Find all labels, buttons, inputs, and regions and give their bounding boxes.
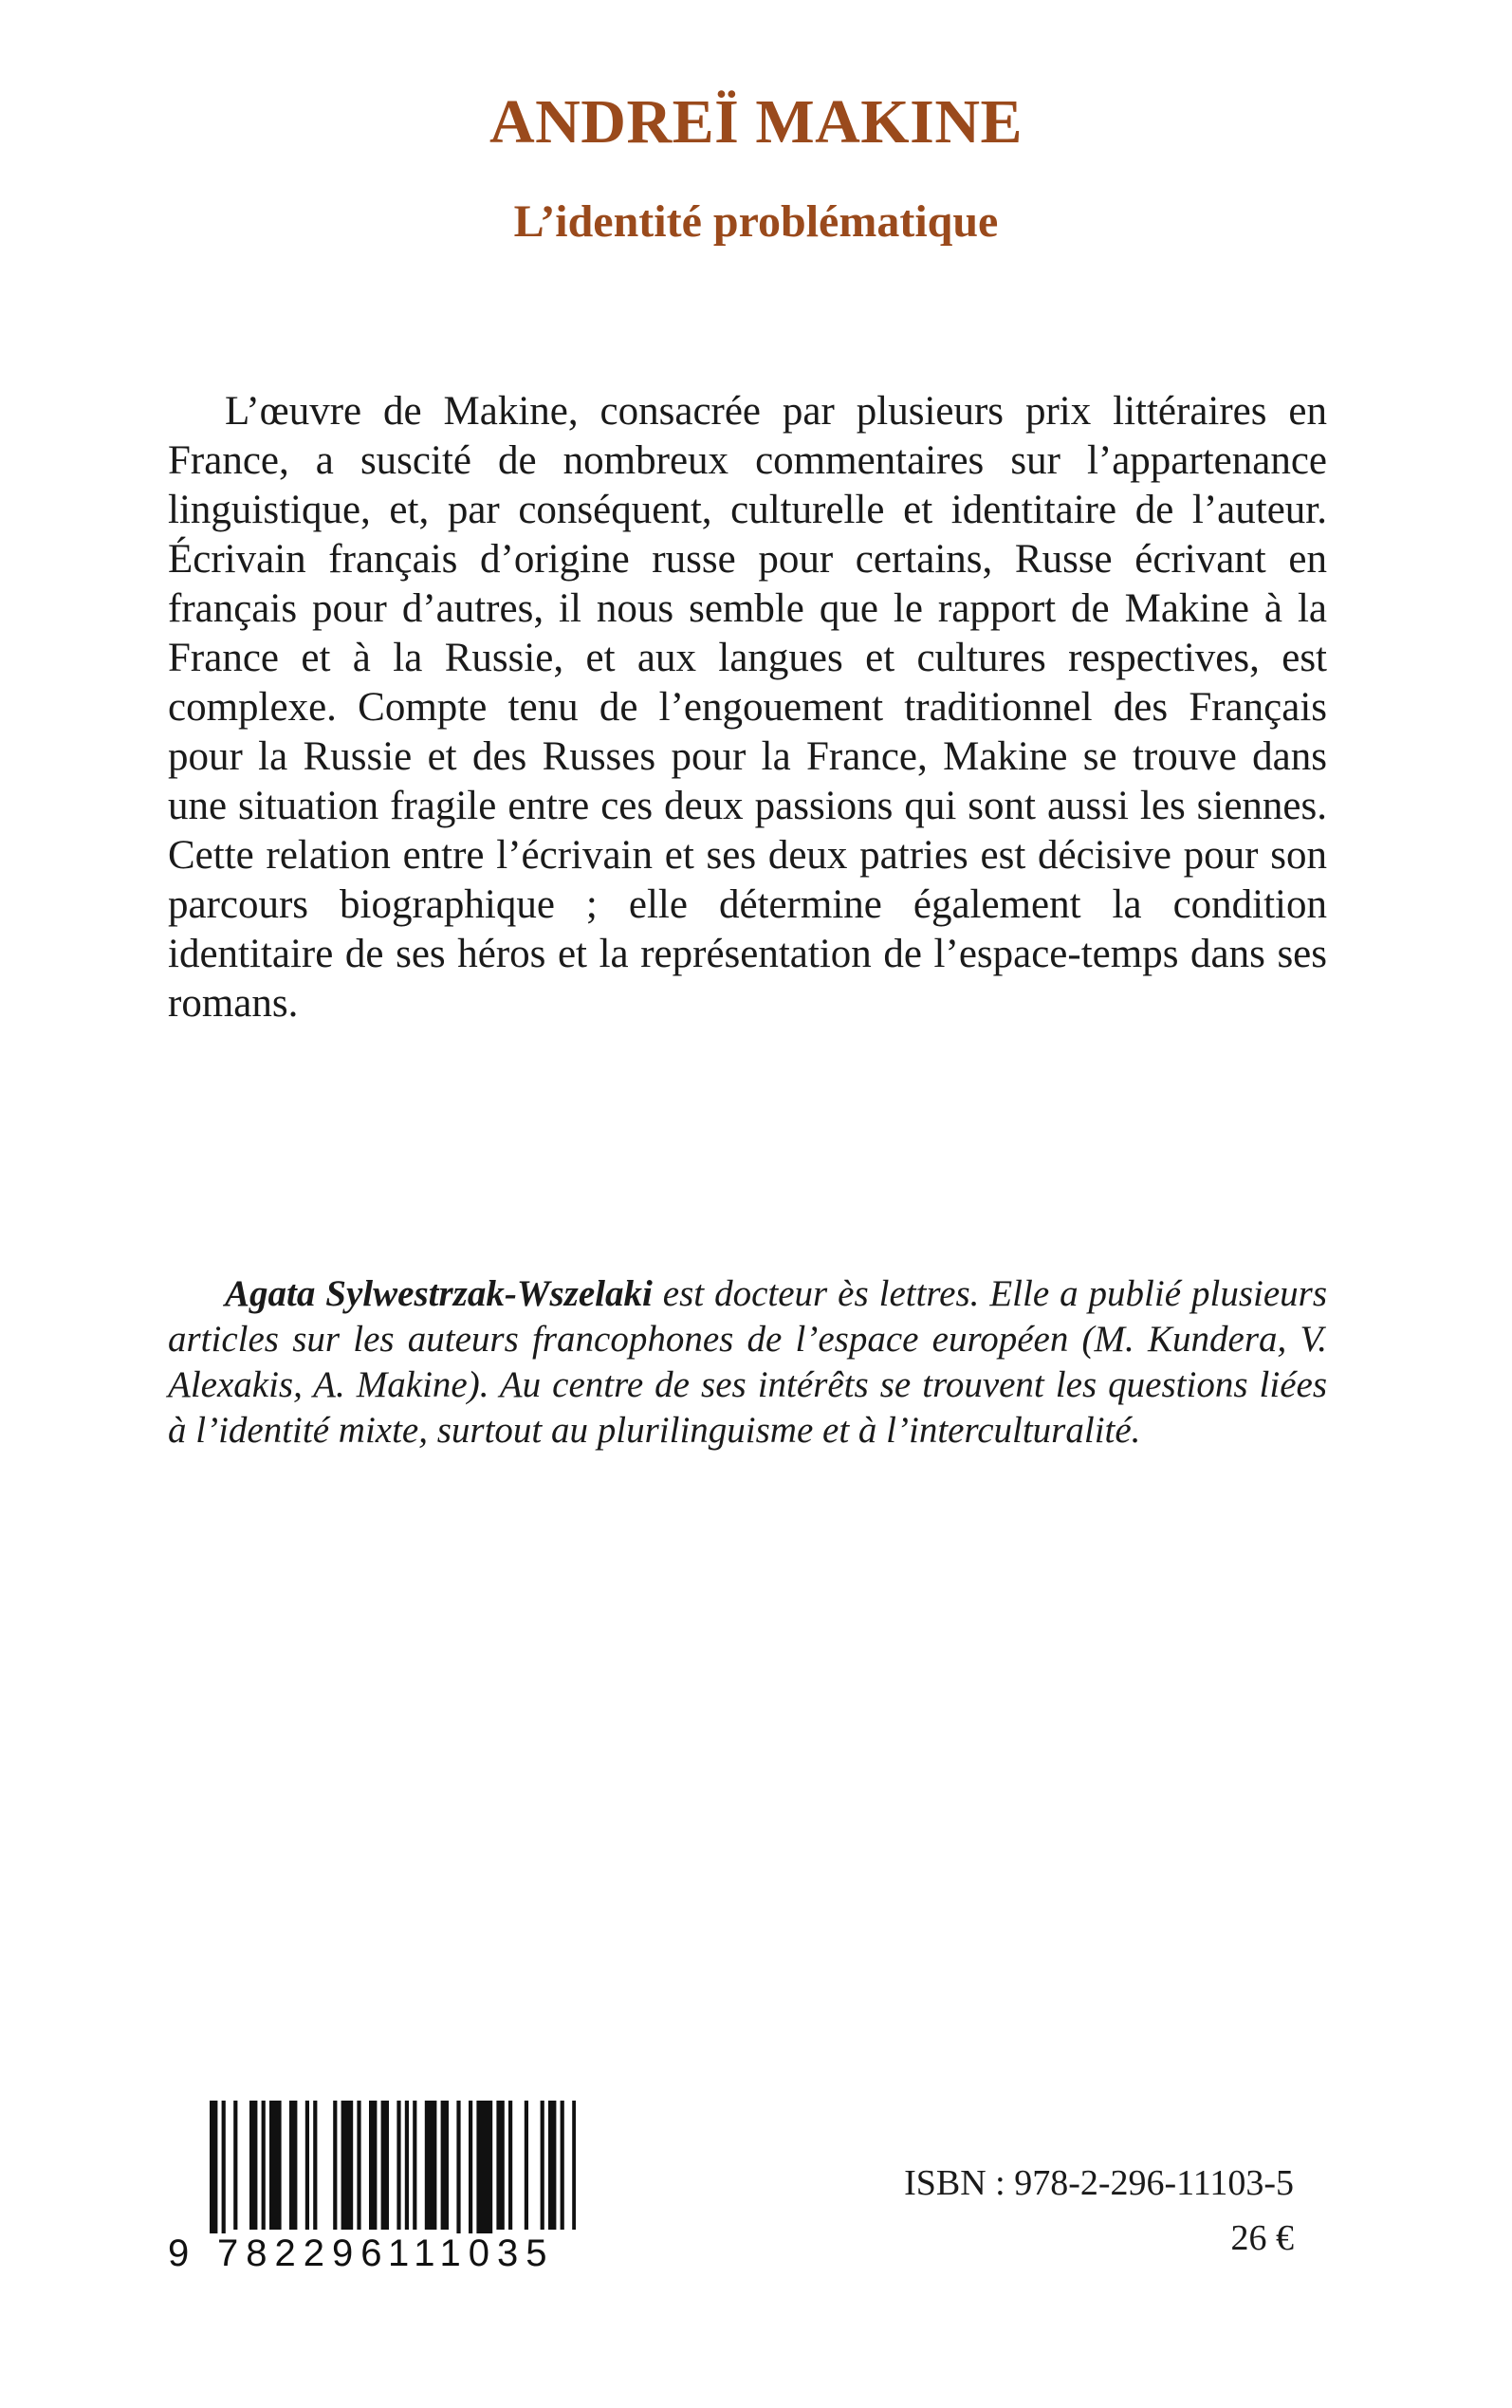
barcode-bar bbox=[508, 2101, 512, 2230]
author-bio-text: est docteur ès lettres. Elle a publié plusieurs articles sur les auteurs francophones de l’espace européen (M. Kundera, V. Alexakis, A. Makine). Au centre de ses intérêts se trouvent les questions liées à l’identité mixte, surtout au plurilinguisme et à l’interculturalité. bbox=[168, 1273, 1328, 1451]
barcode-bar bbox=[441, 2101, 449, 2230]
barcode-bar bbox=[496, 2101, 504, 2230]
barcode-bar bbox=[541, 2101, 544, 2230]
barcode-bars bbox=[168, 2101, 576, 2233]
barcode-bar bbox=[381, 2101, 389, 2230]
barcode-right-group: 111035 bbox=[388, 2232, 555, 2274]
book-subtitle: L’identité problématique bbox=[513, 196, 999, 247]
barcode-bar bbox=[561, 2101, 564, 2230]
price: 26 € bbox=[1230, 2218, 1294, 2258]
author-bio bbox=[168, 1271, 1327, 1454]
barcode-bar bbox=[233, 2101, 237, 2230]
barcode-bar bbox=[413, 2101, 416, 2230]
barcode-bar bbox=[369, 2101, 377, 2230]
barcode-bar bbox=[313, 2101, 317, 2230]
barcode-left-group: 782296 bbox=[217, 2232, 390, 2274]
barcode-bar bbox=[456, 2101, 460, 2233]
barcode-bar bbox=[405, 2101, 409, 2230]
barcode-bar bbox=[476, 2101, 492, 2233]
barcode-bar bbox=[249, 2101, 257, 2230]
barcode-bar bbox=[469, 2101, 472, 2233]
barcode-bar bbox=[572, 2101, 576, 2230]
book-author-heading: ANDREÏ MAKINE bbox=[489, 87, 1023, 157]
barcode-bar bbox=[333, 2101, 337, 2230]
author-name: Agata Sylwestrzak-Wszelaki bbox=[225, 1273, 653, 1314]
barcode-bar bbox=[210, 2101, 217, 2233]
barcode-bar bbox=[548, 2101, 556, 2230]
barcode-first-digit: 9 bbox=[168, 2232, 190, 2274]
barcode-bar bbox=[305, 2101, 309, 2230]
barcode-bar bbox=[396, 2101, 400, 2230]
barcode-bar bbox=[269, 2101, 282, 2230]
barcode-bar bbox=[425, 2101, 437, 2230]
barcode-bar bbox=[262, 2101, 266, 2230]
barcode-bar bbox=[341, 2101, 354, 2230]
book-summary: L’œuvre de Makine, consacrée par plusieurs prix littéraires en France, a suscité de nombreux commentaires sur l’appartenance linguistique, et, par conséquent, culturelle et identitaire de l’auteur. Écrivain français d’origine russe pour certains, Russe écrivant en français pour d’autres, il nous semble que le rapport de Makine à la France et à la Russie, et aux langues et cultures respectives, est complexe. Compte tenu de l’engouement traditionnel des Français pour la Russie et des Russes pour la France, Makine se trouve dans une situation fragile entre ces deux passions qui sont aussi les siennes. Cette relation entre l’écrivain et ses deux patries est décisive pour son parcours biographique ; elle détermine également la condition identitaire de ses héros et la représentation de l’espace-temps dans ses romans. bbox=[168, 389, 1327, 1026]
barcode-bar bbox=[357, 2101, 360, 2230]
barcode-bar bbox=[222, 2101, 226, 2233]
barcode-bar bbox=[289, 2101, 297, 2230]
isbn-number: ISBN : 978-2-296-11103-5 bbox=[904, 2163, 1294, 2203]
barcode-bar bbox=[525, 2101, 528, 2230]
barcode-digits bbox=[168, 2232, 576, 2275]
